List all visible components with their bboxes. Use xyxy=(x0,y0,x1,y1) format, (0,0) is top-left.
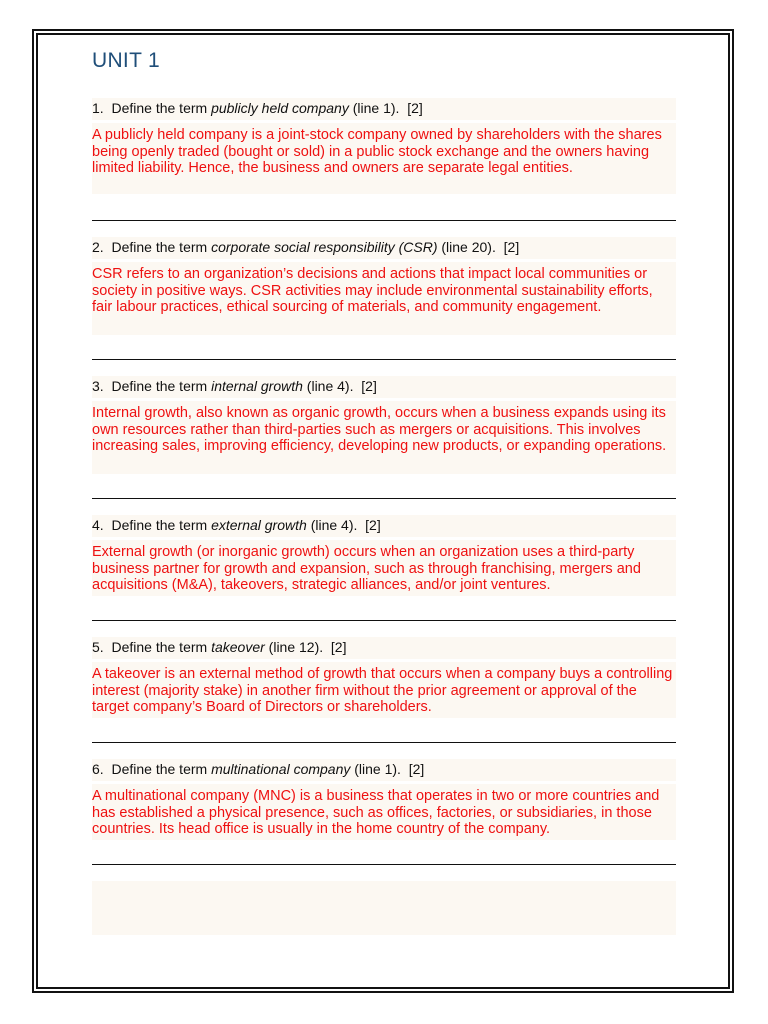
question-number: 2. xyxy=(92,239,104,255)
question-prefix: Define the term xyxy=(111,517,208,533)
answer-rule-6 xyxy=(92,864,676,865)
question-line-ref: (line 4). xyxy=(310,517,358,533)
question-term: multinational company xyxy=(211,761,351,777)
question-marks: [2] xyxy=(365,517,381,533)
question-number: 5. xyxy=(92,639,104,655)
question-number: 1. xyxy=(92,100,104,116)
question-block-3 xyxy=(92,376,676,474)
unit-title: UNIT 1 xyxy=(92,49,160,72)
question-term: internal growth xyxy=(211,378,303,394)
question-term: takeover xyxy=(211,639,265,655)
answer-rule-4 xyxy=(92,620,676,621)
question-prefix: Define the term xyxy=(111,639,208,655)
question-marks: [2] xyxy=(361,378,377,394)
answer-box-4: External growth (or inorganic growth) occurs when an organization uses a third-party business partner for growth and expansion, such as through franchising, mergers and acquisitions (M&A), takeovers, strategic alliances, and/or joint ventures. xyxy=(92,540,676,596)
answer-rule-1 xyxy=(92,220,676,221)
answer-box-2: CSR refers to an organization’s decisions and actions that impact local communities or society in positive ways. CSR activities may include environmental sustainability efforts, fair labour practices, ethical sourcing of materials, and community engagement. xyxy=(92,262,676,335)
question-prefix: Define the term xyxy=(111,761,208,777)
blank-answer-box xyxy=(92,881,676,935)
question-block-6 xyxy=(92,759,676,840)
question-block-4 xyxy=(92,515,676,596)
question-prompt-6 xyxy=(92,759,676,781)
question-line-ref: (line 20). xyxy=(441,239,496,255)
answer-rule-2 xyxy=(92,359,676,360)
question-marks: [2] xyxy=(407,100,423,116)
question-prompt-1 xyxy=(92,98,676,120)
answer-box-1: A publicly held company is a joint-stock company owned by shareholders with the shares being openly traded (bought or sold) in a public stock exchange and the owners having limited liability. Hence, the business and owners are separate legal entities. xyxy=(92,123,676,194)
question-line-ref: (line 1). xyxy=(352,100,400,116)
question-marks: [2] xyxy=(330,639,347,655)
answer-box-3: Internal growth, also known as organic growth, occurs when a business expands using its own resources rather than third-parties such as mergers or acquisitions. This involves increasing sales, improving efficiency, developing new products, or expanding operations. xyxy=(92,401,676,474)
question-block-5 xyxy=(92,637,676,718)
question-prefix: Define the term xyxy=(111,378,208,394)
answer-box-5: A takeover is an external method of growth that occurs when a company buys a controlling interest (majority stake) in another firm without the prior agreement or approval of the target company’s Board of Directors or shareholders. xyxy=(92,662,676,718)
question-prefix: Define the term xyxy=(111,239,208,255)
question-number: 6. xyxy=(92,761,104,777)
answer-box-6: A multinational company (MNC) is a business that operates in two or more countries and has established a physical presence, such as offices, factories, or subsidiaries, in those countries. Its head office is usually in the home country of the company. xyxy=(92,784,676,840)
question-prompt-3 xyxy=(92,376,676,398)
question-block-2 xyxy=(92,237,676,335)
question-line-ref: (line 1). xyxy=(354,761,401,777)
question-line-ref: (line 4). xyxy=(306,378,354,394)
question-number: 3. xyxy=(92,378,104,394)
question-line-ref: (line 12). xyxy=(268,639,324,655)
question-term: corporate social responsibility (CSR) xyxy=(211,239,438,255)
question-number: 4. xyxy=(92,517,104,533)
question-prompt-2 xyxy=(92,237,676,259)
question-prompt-4 xyxy=(92,515,676,537)
question-marks: [2] xyxy=(408,761,425,777)
question-term: publicly held company xyxy=(211,100,349,116)
question-block-1 xyxy=(92,98,676,194)
question-prefix: Define the term xyxy=(111,100,208,116)
question-term: external growth xyxy=(211,517,307,533)
answer-rule-5 xyxy=(92,742,676,743)
answer-rule-3 xyxy=(92,498,676,499)
question-prompt-5 xyxy=(92,637,676,659)
question-marks: [2] xyxy=(503,239,520,255)
